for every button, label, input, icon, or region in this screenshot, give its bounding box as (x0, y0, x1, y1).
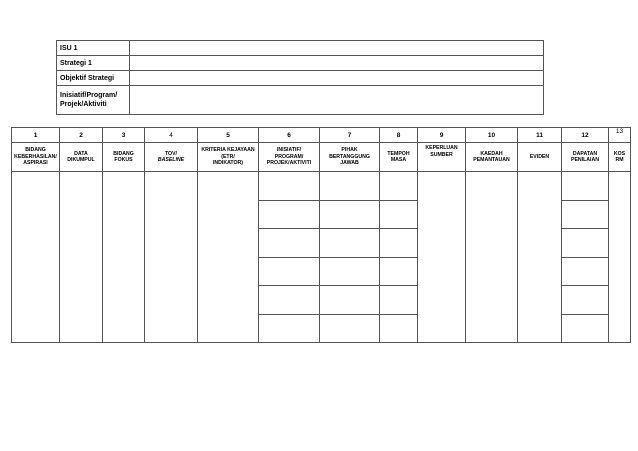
col-number-4: 4 (145, 128, 198, 143)
cell-pihak-bertanggungjawab[interactable] (320, 257, 380, 286)
col-header-text: DIKUMPUL (67, 157, 95, 163)
col-header-text: TEMPOH (387, 150, 410, 157)
col-header-data-dikumpul (60, 143, 103, 172)
cell-eviden[interactable] (518, 172, 562, 343)
cell-dapatan-penilaian[interactable] (562, 286, 609, 315)
col-header-text: BIDANG (25, 147, 46, 154)
cell-kos-rm[interactable] (609, 172, 631, 343)
cell-pihak-bertanggungjawab[interactable] (320, 229, 380, 258)
cell-inisiatif[interactable] (259, 200, 320, 229)
col-number-12: 12 (562, 128, 609, 143)
cell-pihak-bertanggungjawab[interactable] (320, 286, 380, 315)
col-header-eviden (518, 143, 562, 172)
col-header-text: PIHAK (341, 147, 358, 154)
plan-grid (11, 127, 631, 343)
cell-inisiatif[interactable] (259, 286, 320, 315)
cell-inisiatif[interactable] (259, 257, 320, 286)
col-number-10: 10 (466, 128, 518, 143)
col-header-text: KRITERIA KEJAYAAN (201, 147, 255, 154)
cell-data-dikumpul[interactable] (60, 172, 103, 343)
info-value-objektif[interactable] (130, 71, 544, 86)
col-header-dapatan-penilaian (562, 143, 609, 172)
col-number-13: 13 (609, 128, 631, 143)
col-header-text: PROGRAM/ (274, 153, 304, 160)
col-header-text: TOV/ (164, 150, 177, 157)
column-header-row (12, 143, 631, 172)
col-header-text: BERTANGGUNG (329, 153, 370, 160)
cell-inisiatif[interactable] (259, 172, 320, 201)
info-value-strategi[interactable] (130, 56, 544, 71)
col-number-3: 3 (103, 128, 145, 143)
cell-kaedah-pemantauan[interactable] (466, 172, 518, 343)
cell-keperluan-sumber[interactable] (418, 172, 466, 343)
info-value-isu[interactable] (130, 41, 544, 56)
cell-inisiatif[interactable] (259, 229, 320, 258)
col-number-5: 5 (198, 128, 259, 143)
col-header-tov-baseline (145, 143, 198, 172)
col-number-8: 8 (380, 128, 418, 143)
cell-tempoh-masa[interactable] (380, 200, 418, 229)
cell-dapatan-penilaian[interactable] (562, 200, 609, 229)
col-header-kriteria-kejayaan (198, 143, 259, 172)
cell-dapatan-penilaian[interactable] (562, 229, 609, 258)
cell-dapatan-penilaian[interactable] (562, 172, 609, 201)
col-header-text: KEPERLUAN (425, 145, 458, 151)
column-number-row (12, 128, 631, 143)
cell-dapatan-penilaian[interactable] (562, 257, 609, 286)
col-header-text: RM (615, 157, 624, 163)
cell-bidang-keberhasilan[interactable] (12, 172, 60, 343)
col-header-text: KOS (613, 150, 626, 157)
cell-kriteria-kejayaan[interactable] (198, 172, 259, 343)
col-header-text: FOKUS (114, 157, 133, 163)
col-number-7: 7 (320, 128, 380, 143)
col-header-pihak-bertanggungjawab (320, 143, 380, 172)
cell-dapatan-penilaian[interactable] (562, 314, 609, 343)
info-row-objektif (57, 71, 544, 86)
info-label-strategi: Strategi 1 (57, 56, 130, 71)
info-table (56, 40, 544, 115)
cell-bidang-fokus[interactable] (103, 172, 145, 343)
cell-tempoh-masa[interactable] (380, 314, 418, 343)
col-header-inisiatif (259, 143, 320, 172)
cell-inisiatif[interactable] (259, 314, 320, 343)
col-number-6: 6 (259, 128, 320, 143)
col-header-text: KEBERHASILAN/ (14, 153, 57, 160)
col-header-kos-rm (609, 143, 631, 172)
cell-tov-baseline[interactable] (145, 172, 198, 343)
col-header-text: BIDANG (113, 150, 134, 157)
col-number-11: 11 (518, 128, 562, 143)
info-label-inisiatif (57, 86, 130, 115)
col-header-text: KAEDAH (480, 150, 503, 157)
cell-pihak-bertanggungjawab[interactable] (320, 172, 380, 201)
cell-pihak-bertanggungjawab[interactable] (320, 314, 380, 343)
info-label-objektif: Objektif Strategi (57, 71, 130, 86)
info-row-isu (57, 41, 544, 56)
info-row-inisiatif (57, 86, 544, 115)
info-label-inisiatif-line1: Inisiatif/Program/ (60, 92, 118, 99)
col-header-text: INDIKATOR) (212, 160, 244, 167)
info-label-inisiatif-line2: Projek/Aktiviti (60, 101, 107, 108)
col-header-text: PENILAIAN (571, 157, 599, 163)
col-header-text: PROJEK/AKTIVITI (266, 160, 312, 167)
table-row (12, 172, 631, 201)
cell-tempoh-masa[interactable] (380, 172, 418, 201)
col-header-bidang-fokus (103, 143, 145, 172)
col-header-bidang-keberhasilan (12, 143, 60, 172)
col-header-text: ASPIRASI (23, 160, 48, 167)
info-label-isu: ISU 1 (57, 41, 130, 56)
col-header-text: (ETR/ (221, 153, 235, 160)
col-number-2: 2 (60, 128, 103, 143)
col-header-keperluan-sumber (418, 143, 466, 172)
info-row-strategi (57, 56, 544, 71)
col-header-text: BASELINE (157, 157, 185, 163)
col-header-text: DAPATAN (572, 150, 598, 157)
col-header-text: MASA (390, 157, 407, 163)
info-value-inisiatif[interactable] (130, 86, 544, 115)
col-header-text: EVIDEN (529, 153, 550, 160)
col-header-tempoh-masa (380, 143, 418, 172)
col-number-1: 1 (12, 128, 60, 143)
cell-pihak-bertanggungjawab[interactable] (320, 200, 380, 229)
col-header-text: INISIATIF/ (276, 147, 302, 154)
col-header-kaedah-pemantauan (466, 143, 518, 172)
col-header-text: JAWAB (340, 160, 359, 167)
col-header-text: DATA (74, 150, 88, 157)
col-number-9: 9 (418, 128, 466, 143)
cell-tempoh-masa[interactable] (380, 286, 418, 315)
cell-tempoh-masa[interactable] (380, 257, 418, 286)
col-header-text: PEMANTAUAN (473, 157, 510, 163)
col-header-text: SUMBER (430, 151, 453, 158)
cell-tempoh-masa[interactable] (380, 229, 418, 258)
